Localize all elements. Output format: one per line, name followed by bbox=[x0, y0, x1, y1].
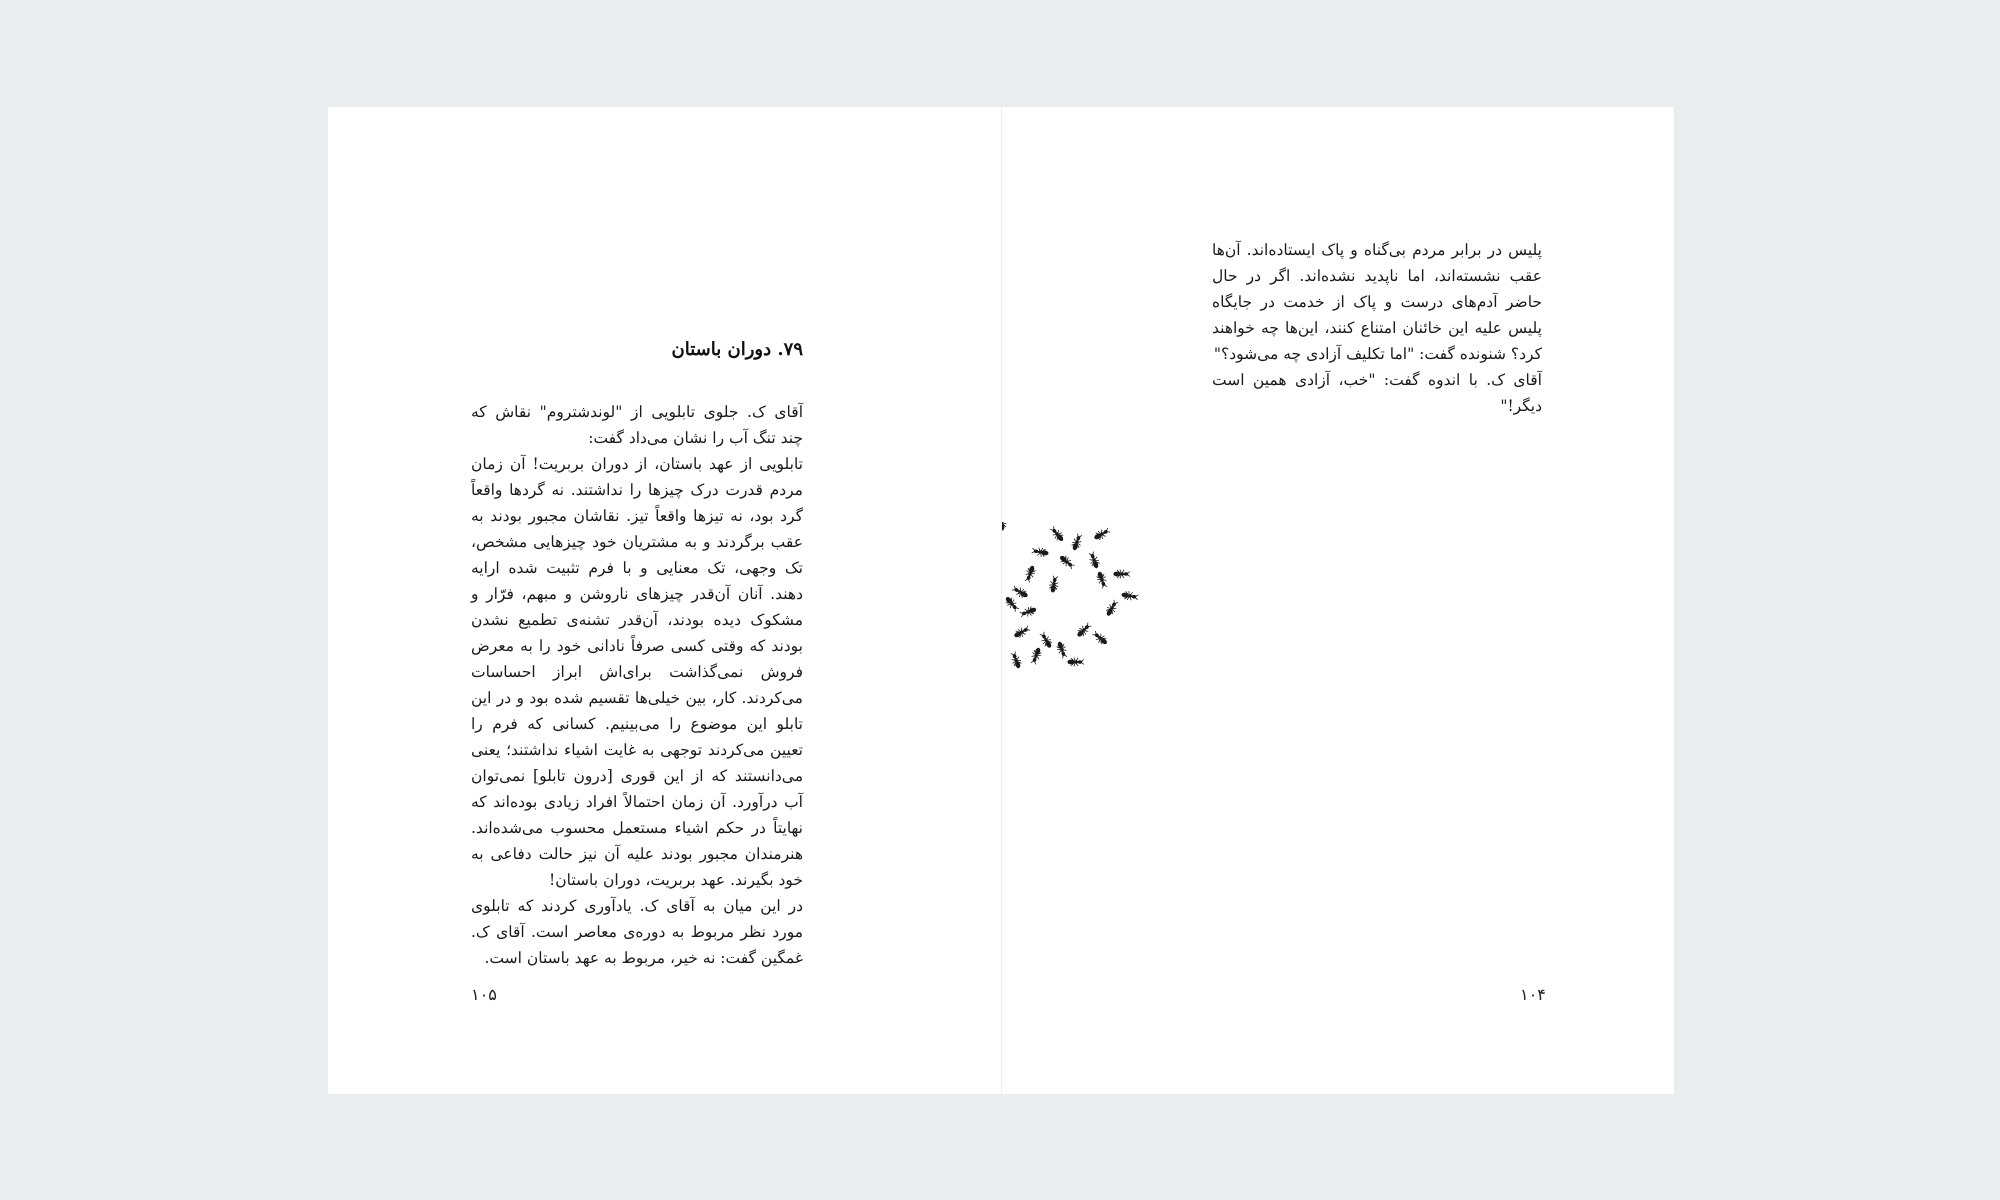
paragraph: آقای ک. با اندوه گفت: "خب، آزادی همین است دیگر!" bbox=[1212, 371, 1542, 415]
paragraph: در این میان به آقای ک. یادآوری کردند که تابلوی مورد نظر مربوط به دوره‌ی معاصر است. آقای ک. غمگین گفت: نه خیر، مربوط به عهد باستان است. bbox=[471, 897, 803, 967]
page-number: ۱۰۴ bbox=[1520, 985, 1546, 1004]
ants-illustration bbox=[1002, 522, 1162, 702]
paragraph: پلیس در برابر مردم بی‌گناه و پاک ایستاده‌اند. آن‌ها عقب نشسته‌اند، اما ناپدید نشده‌اند. اگر در حال حاضر آدم‌های درست و پاک از خدمت در جایگاه پلیس علیه این خائنان امتناع کنند، این‌ها چه خواهند کرد؟ شنونده گفت: "اما تکلیف آزادی چه می‌شود؟" bbox=[1212, 241, 1542, 363]
left-page bbox=[328, 107, 1001, 1094]
book-spread bbox=[328, 107, 1674, 1094]
paragraph: آقای ک. جلوی تابلویی از "لوندشتروم" نقاش که چند تنگ آب را نشان می‌داد گفت: bbox=[471, 403, 803, 447]
chapter-title: ۷۹. دوران باستان bbox=[671, 339, 803, 360]
paragraph: تابلویی از عهد باستان، از دوران بربریت! آن زمان مردم قدرت درک چیزها را نداشتند. نه گردها واقعاً گرد بود، نه تیزها واقعاً تیز. نقاشان مجبور بودند به عقب برگردند و به مشتریان خود چیزهایی مشخص، تک وجهی، تک معنایی و با فرم تثبیت شده ارایه دهند. آنان آن‌قدر چیزهای ناروشن و مبهم، فرّار و مشکوک دیده بودند، آن‌قدر تشنه‌ی تطمیع نشدن بودند که وقتی کسی صرفاً نادانی خود را به معرض فروش نمی‌گذاشت برای‌اش ابراز احساسات می‌کردند. کار، بین خیلی‌ها تقسیم شده بود و در این تابلو این موضوع را می‌بینیم. کسانی که فرم را تعیین می‌کردند توجهی به غایت اشیاء نداشتند؛ یعنی می‌دانستند که از این قوری [درون تابلو] نمی‌توان آب درآورد. آن زمان احتمالاً افراد زیادی بوده‌اند که نهایتاً در حکم اشیاء مستعمل محسوب می‌شده‌اند. هنرمندان مجبور بودند علیه آن نیز حالت دفاعی به خود بگیرند. عهد بربریت، دوران باستان! bbox=[471, 455, 803, 889]
page-number: ۱۰۵ bbox=[471, 985, 497, 1004]
left-page-text bbox=[471, 399, 803, 971]
right-page-text bbox=[1212, 237, 1542, 419]
right-page bbox=[1002, 107, 1675, 1094]
